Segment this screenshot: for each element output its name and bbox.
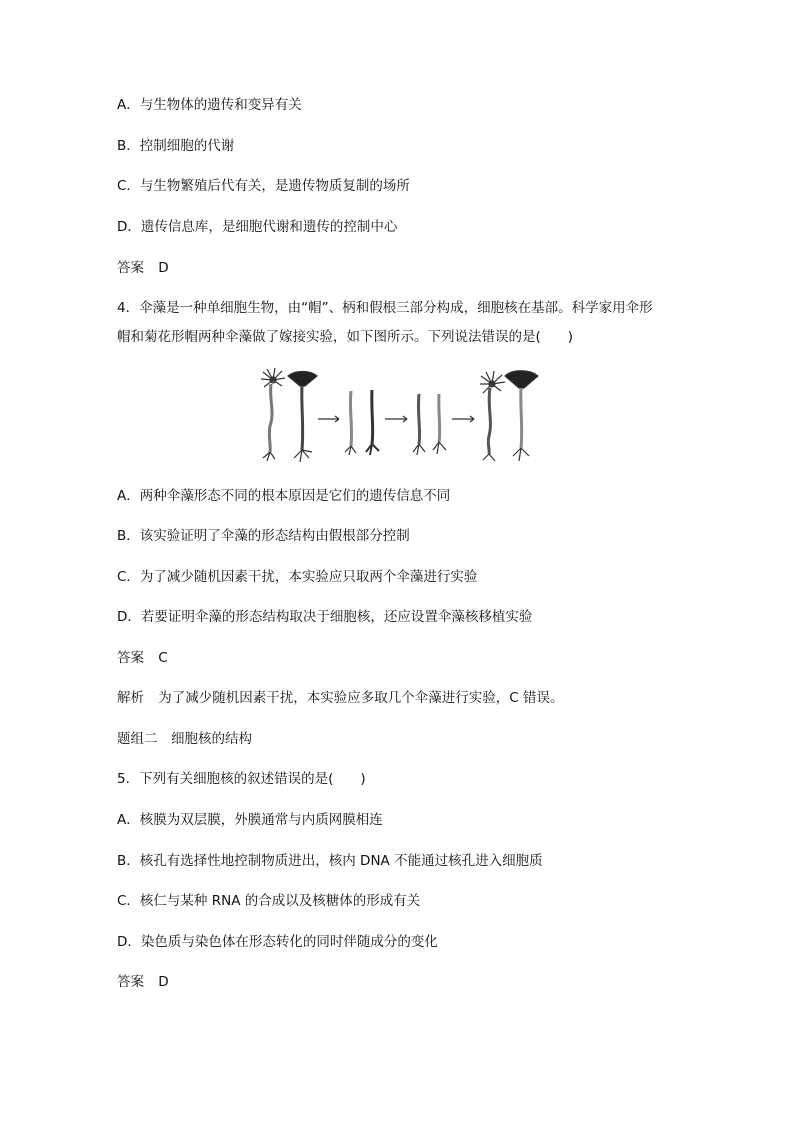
q5-option-d: D．染色质与染色体在形态转化的同时伴随成分的变化	[117, 934, 438, 950]
answer-label: 答案	[117, 974, 144, 990]
q3-option-d: D．遗传信息库，是细胞代谢和遗传的控制中心	[117, 219, 398, 235]
chrysanthemum-cap-alga-1	[261, 368, 285, 461]
q4-option-c: C．为了减少随机因素干扰，本实验应只取两个伞藻进行实验	[117, 569, 478, 585]
q3-option-c: C．与生物繁殖后代有关，是遗传物质复制的场所	[117, 178, 410, 194]
q3-option-a: A．与生物体的遗传和变异有关	[117, 97, 302, 113]
q4-option-d: D．若要证明伞藻的形态结构取决于细胞核，还应设置伞藻核移植实验	[117, 609, 533, 625]
answer-label: 答案	[117, 260, 144, 276]
analysis-label: 解析	[117, 690, 144, 706]
q3-answer	[117, 259, 169, 277]
umbrella-cap-alga-1	[288, 372, 317, 463]
answer-value: D	[158, 260, 169, 276]
umbrella-cap-alga-2	[505, 371, 538, 461]
q4-stem-line2: 帽和菊花形帽两种伞藻做了嫁接实验，如下图所示。下列说法错误的是( )	[117, 329, 574, 345]
q4-answer	[117, 649, 168, 667]
q5-stem: 5．下列有关细胞核的叙述错误的是( )	[117, 771, 366, 787]
answer-label: 答案	[117, 650, 144, 666]
group2-title: 题组二 细胞核的结构	[117, 731, 252, 747]
q5-answer	[117, 973, 169, 991]
chrysanthemum-cap-alga-2	[480, 371, 505, 461]
q5-option-c: C．核仁与某种 RNA 的合成以及核糖体的形成有关	[117, 893, 421, 909]
grafting-diagram	[255, 366, 545, 464]
answer-value: D	[158, 974, 169, 990]
q5-option-a: A．核膜为双层膜，外膜通常与内质网膜相连	[117, 812, 383, 828]
analysis-text: 为了减少随机因素干扰，本实验应多取几个伞藻进行实验，C 错误。	[158, 690, 564, 706]
q4-option-b: B．该实验证明了伞藻的形态结构由假根部分控制	[117, 528, 410, 544]
answer-value: C	[158, 650, 168, 666]
grafted-stalks-stage-2	[345, 390, 379, 455]
q4-stem-line1: 4．伞藻是一种单细胞生物，由“帽”、柄和假根三部分构成，细胞核在基部。科学家用伞形	[117, 300, 653, 316]
acetabularia-grafting-figure	[255, 366, 545, 464]
q5-option-b: B．核孔有选择性地控制物质进出，核内 DNA 不能通过核孔进入细胞质	[117, 853, 543, 869]
q4-option-a: A．两种伞藻形态不同的根本原因是它们的遗传信息不同	[117, 488, 451, 504]
q4-analysis	[117, 689, 564, 707]
q3-option-b: B．控制细胞的代谢	[117, 138, 235, 154]
grafted-stalks-stage-3	[413, 394, 446, 455]
